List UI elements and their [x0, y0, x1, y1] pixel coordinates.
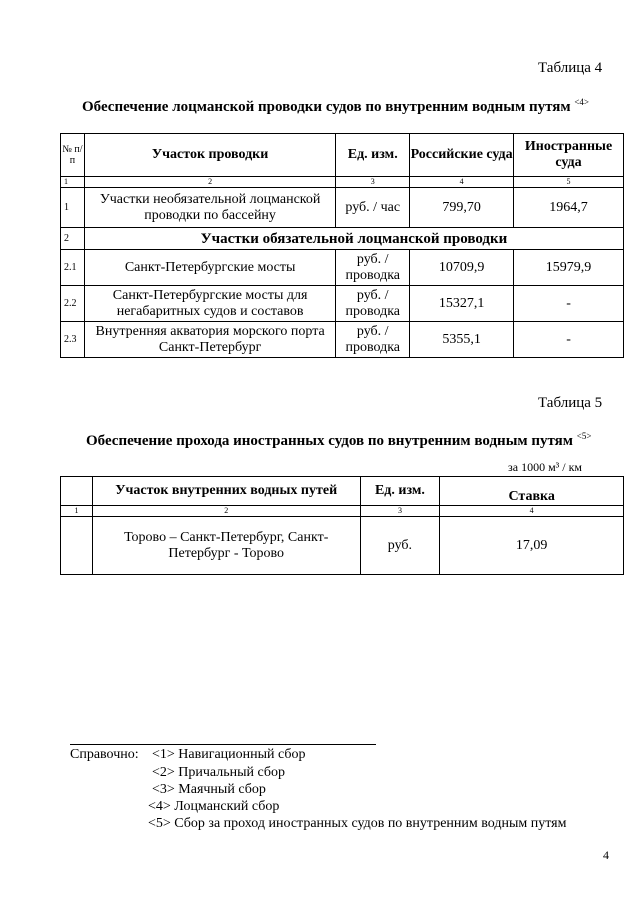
footnote-rule — [70, 744, 376, 745]
row-no — [61, 517, 93, 575]
header-unit: Ед. изм. — [336, 134, 410, 177]
row-unit: руб. / проводка — [336, 250, 410, 286]
footnote-item: <2> Причальный сбор — [152, 765, 286, 780]
row-unit: руб. / час — [336, 188, 410, 228]
table5-header-row — [61, 477, 624, 506]
index-cell: 2 — [84, 177, 335, 188]
index-cell: 3 — [336, 177, 410, 188]
table4-header-row — [61, 134, 624, 177]
row-section-title: Участки обязательной лоцманской проводки — [84, 228, 623, 250]
index-cell: 3 — [360, 506, 440, 517]
header-foreign: Иностранные суда — [514, 134, 624, 177]
row-foreign: - — [514, 286, 624, 322]
index-cell: 1 — [61, 506, 93, 517]
header-no — [61, 477, 93, 506]
row-section: Участки необязательной лоцманской проводки по бассейну — [84, 188, 335, 228]
row-unit: руб. / проводка — [336, 286, 410, 322]
index-cell: 4 — [410, 177, 514, 188]
row-no: 2.2 — [61, 286, 85, 322]
row-russian: 799,70 — [410, 188, 514, 228]
footnote-label: Справочно: — [70, 747, 139, 762]
table5-unit-note: за 1000 м³ / км — [508, 460, 583, 474]
row-no: 2 — [61, 228, 85, 250]
row-section: Внутренняя акватория морского порта Санкт-Петербург — [84, 322, 335, 358]
header-rate: Ставка — [440, 477, 624, 506]
table4 — [60, 133, 624, 358]
row-no: 2.1 — [61, 250, 85, 286]
row-section: Санкт-Петербургские мосты для негабаритных судов и составов — [84, 286, 335, 322]
table-section-row — [61, 228, 624, 250]
row-rate: 17,09 — [440, 517, 624, 575]
table5-title — [86, 431, 591, 450]
table5-title-ref: <5> — [576, 431, 592, 441]
footnote-item: <4> Лоцманский сбор — [148, 799, 280, 814]
header-russian: Российские суда — [410, 134, 514, 177]
footnote-item: <1> Навигационный сбор — [152, 747, 306, 762]
row-unit: руб. — [360, 517, 440, 575]
table4-caption: Таблица 4 — [538, 60, 603, 76]
header-unit: Ед. изм. — [360, 477, 440, 506]
table5-caption: Таблица 5 — [538, 395, 603, 411]
row-section: Торово – Санкт-Петербург, Санкт-Петербург - Торово — [92, 517, 360, 575]
header-section: Участок внутренних водных путей — [92, 477, 360, 506]
table-row — [61, 322, 624, 358]
header-section: Участок проводки — [84, 134, 335, 177]
row-russian: 10709,9 — [410, 250, 514, 286]
index-cell: 2 — [92, 506, 360, 517]
table4-title — [82, 97, 589, 116]
footnote-item: <3> Маячный сбор — [152, 782, 266, 797]
footnote-item: <5> Сбор за проход иностранных судов по внутренним водным путям — [148, 816, 567, 831]
row-no: 1 — [61, 188, 85, 228]
table4-title-text: Обеспечение лоцманской проводки судов по внутренним водным путям — [82, 99, 571, 115]
row-foreign: 1964,7 — [514, 188, 624, 228]
row-foreign: 15979,9 — [514, 250, 624, 286]
row-unit: руб. / проводка — [336, 322, 410, 358]
table-row — [61, 517, 624, 575]
table4-index-row — [61, 177, 624, 188]
row-no: 2.3 — [61, 322, 85, 358]
table4-title-ref: <4> — [574, 97, 590, 107]
index-cell: 5 — [514, 177, 624, 188]
row-section: Санкт-Петербургские мосты — [84, 250, 335, 286]
header-no: № п/п — [61, 134, 85, 177]
row-foreign: - — [514, 322, 624, 358]
index-cell: 1 — [61, 177, 85, 188]
table-row — [61, 250, 624, 286]
table5 — [60, 476, 624, 575]
row-russian: 15327,1 — [410, 286, 514, 322]
table5-index-row — [61, 506, 624, 517]
table-row — [61, 188, 624, 228]
page-number: 4 — [603, 848, 609, 862]
table-row — [61, 286, 624, 322]
table5-title-text: Обеспечение прохода иностранных судов по внутренним водным путям — [86, 433, 574, 449]
row-russian: 5355,1 — [410, 322, 514, 358]
index-cell: 4 — [440, 506, 624, 517]
